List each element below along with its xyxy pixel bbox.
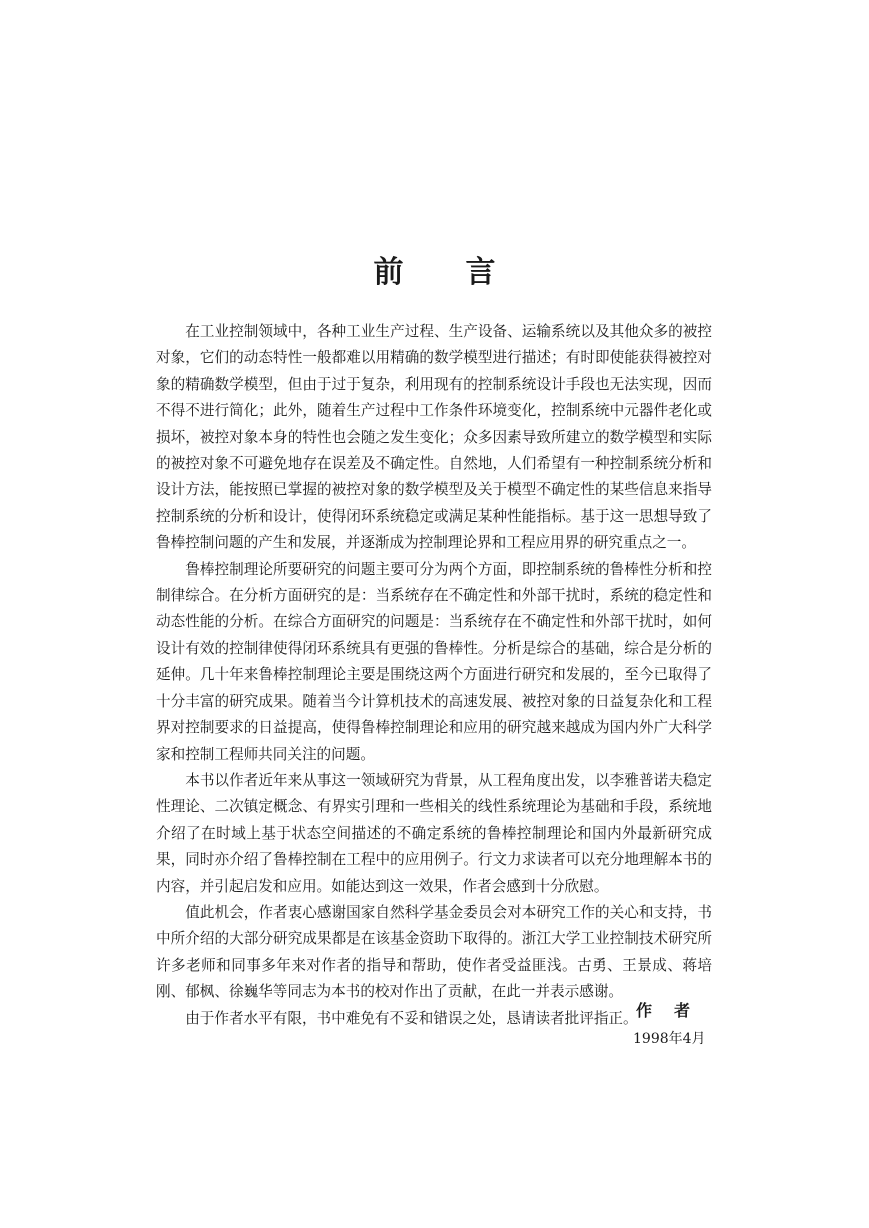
paragraph-5: 由于作者水平有限，书中难免有不妥和错误之处，恳请读者批评指正。 [185,1009,638,1027]
paragraph-4: 值此机会，作者衷心感谢国家自然科学基金委员会对本研究工作的关心和支持，书中所介绍的大部分研究成果都是在该基金资助下取得的。浙江大学工业控制技术研究所许多老师和同事多年来对作者的指导和帮助，使作者受益匪浅。古勇、王景成、蒋培刚、郁枫、徐巍华等同志为本书的校对作出了贡献，在此一并表示感谢。 [156,903,712,1001]
paragraph-1: 在工业控制领域中，各种工业生产过程、生产设备、运输系统以及其他众多的被控对象，它们的动态特性一般都难以用精确的数学模型进行描述；有时即使能获得被控对象的精确数学模型，但由于过于复杂，利用现有的控制系统设计手段也无法实现，因而不得不进行简化；此外，随着生产过程中工作条件环境变化，控制系统中元器件老化或损坏，被控对象本身的特性也会随之发生变化；众多因素导致所建立的数学模型和实际的被控对象不可避免地存在误差及不确定性。自然地，人们希望有一种控制系统分析和设计方法，能按照已掌握的被控对象的数学模型及关于模型不确定性的某些信息来指导控制系统的分析和设计，使得闭环系统稳定或满足某种性能指标。基于这一思想导致了鲁棒控制问题的产生和发展，并逐渐成为控制理论界和工程应用界的研究重点之一。 [156,323,712,552]
paragraph-2: 鲁棒控制理论所要研究的问题主要可分为两个方面，即控制系统的鲁棒性分析和控制律综合。在分析方面研究的是：当系统存在不确定性和外部干扰时，系统的稳定性和动态性能的分析。在综合方面研究的问题是：当系统存在不确定性和外部干扰时，如何设计有效的控制律使得闭环系统具有更强的鲁棒性。分析是综合的基础，综合是分析的延伸。几十年来鲁棒控制理论主要是围绕这两个方面进行研究和发展的，至今已取得了十分丰富的研究成果。随着当今计算机技术的高速发展、被控对象的日益复杂化和工程界对控制要求的日益提高，使得鲁棒控制理论和应用的研究越来越成为国内外广大科学家和控制工程师共同关注的问题。 [156,560,712,763]
title-char-2: 言 [465,255,496,290]
preface-body [156,319,712,1032]
page-title [0,247,869,291]
paragraph-3: 本书以作者近年来从事这一领域研究为背景，从工程角度出发，以李雅普诺夫稳定性理论、二次镇定概念、有界实引理和一些相关的线性系统理论为基础和手段，系统地介绍了在时域上基于状态空间描述的不确定系统的鲁棒控制理论和国内外最新研究成果，同时亦介绍了鲁棒控制在工程中的应用例子。行文力求读者可以充分地理解本书的内容，并引起启发和应用。如能达到这一效果，作者会感到十分欣慰。 [156,771,712,895]
publication-date: 1998年4月 [633,1031,706,1047]
author-signature: 作者 [636,1001,713,1020]
title-char-1: 前 [373,255,404,290]
